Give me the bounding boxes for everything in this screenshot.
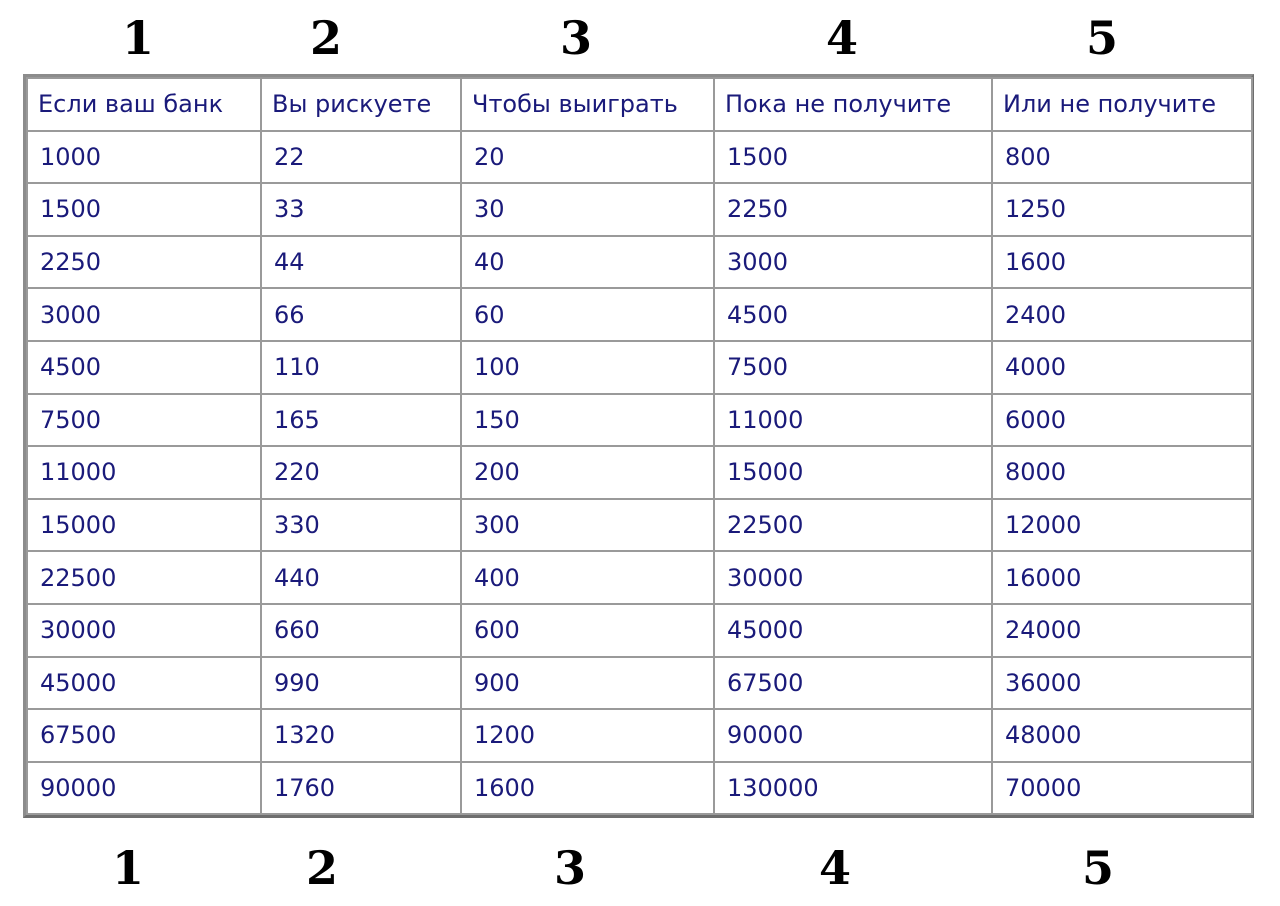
data-table [26,77,1253,815]
table-cell: 70000 [992,762,1252,815]
table-cell: 3000 [27,288,261,341]
table-cell: 1000 [27,131,261,184]
table-cell: 7500 [714,341,992,394]
table-cell: 30000 [714,551,992,604]
table-cell: 24000 [992,604,1252,657]
table-cell: 90000 [27,762,261,815]
table-cell: 2250 [714,183,992,236]
table-header-row [27,78,1252,131]
column-header: Вы рискуете [261,78,461,131]
table-row [27,762,1252,815]
column-number: 2 [309,11,342,65]
table-cell: 7500 [27,394,261,447]
table-cell: 11000 [714,394,992,447]
table-cell: 1600 [461,762,714,815]
table-cell: 1500 [714,131,992,184]
column-number: 2 [305,841,338,895]
table-cell: 22500 [714,499,992,552]
column-number: 3 [553,841,586,895]
table-cell: 60 [461,288,714,341]
column-number: 4 [825,11,858,65]
table-cell: 45000 [714,604,992,657]
table-cell: 4500 [27,341,261,394]
table-cell: 990 [261,657,461,710]
column-header: Или не получите [992,78,1252,131]
table-row [27,551,1252,604]
table-row [27,394,1252,447]
table-row [27,288,1252,341]
table-cell: 40 [461,236,714,289]
table-cell: 660 [261,604,461,657]
table-cell: 1250 [992,183,1252,236]
table-cell: 20 [461,131,714,184]
column-number: 5 [1081,841,1114,895]
table-cell: 45000 [27,657,261,710]
table-cell: 15000 [27,499,261,552]
table-cell: 67500 [27,709,261,762]
table-cell: 66 [261,288,461,341]
table-cell: 150 [461,394,714,447]
table-cell: 36000 [992,657,1252,710]
table-row [27,499,1252,552]
table-cell: 8000 [992,446,1252,499]
column-number: 3 [559,11,592,65]
table-row [27,657,1252,710]
column-number: 1 [121,11,154,65]
table-cell: 15000 [714,446,992,499]
table-cell: 800 [992,131,1252,184]
column-header: Чтобы выиграть [461,78,714,131]
column-numbers-bottom [0,838,1280,898]
column-number: 5 [1085,11,1118,65]
table-cell: 2250 [27,236,261,289]
table-cell: 30000 [27,604,261,657]
table-cell: 44 [261,236,461,289]
table-row [27,604,1252,657]
column-number: 4 [818,841,851,895]
table-cell: 130000 [714,762,992,815]
table-row [27,183,1252,236]
column-header: Пока не получите [714,78,992,131]
table-body [27,78,1252,814]
table-cell: 300 [461,499,714,552]
table-cell: 1760 [261,762,461,815]
column-numbers-top [0,8,1280,68]
column-header: Если ваш банк [27,78,261,131]
table-cell: 900 [461,657,714,710]
table-cell: 33 [261,183,461,236]
table-row [27,236,1252,289]
table-cell: 1320 [261,709,461,762]
table-cell: 3000 [714,236,992,289]
table-cell: 110 [261,341,461,394]
table-cell: 330 [261,499,461,552]
column-number: 1 [111,841,144,895]
money-management-table [23,74,1254,818]
table-cell: 22500 [27,551,261,604]
table-cell: 200 [461,446,714,499]
table-cell: 4000 [992,341,1252,394]
table-cell: 2400 [992,288,1252,341]
table-cell: 22 [261,131,461,184]
table-cell: 67500 [714,657,992,710]
table-row [27,131,1252,184]
table-cell: 6000 [992,394,1252,447]
table-cell: 100 [461,341,714,394]
table-cell: 440 [261,551,461,604]
table-cell: 1600 [992,236,1252,289]
table-cell: 11000 [27,446,261,499]
table-cell: 4500 [714,288,992,341]
table-cell: 30 [461,183,714,236]
table-cell: 1500 [27,183,261,236]
table-cell: 16000 [992,551,1252,604]
table-row [27,446,1252,499]
table-row [27,709,1252,762]
table-cell: 165 [261,394,461,447]
table-cell: 220 [261,446,461,499]
table-cell: 1200 [461,709,714,762]
table-cell: 48000 [992,709,1252,762]
table-cell: 90000 [714,709,992,762]
table-cell: 400 [461,551,714,604]
table-cell: 12000 [992,499,1252,552]
table-cell: 600 [461,604,714,657]
table-row [27,341,1252,394]
